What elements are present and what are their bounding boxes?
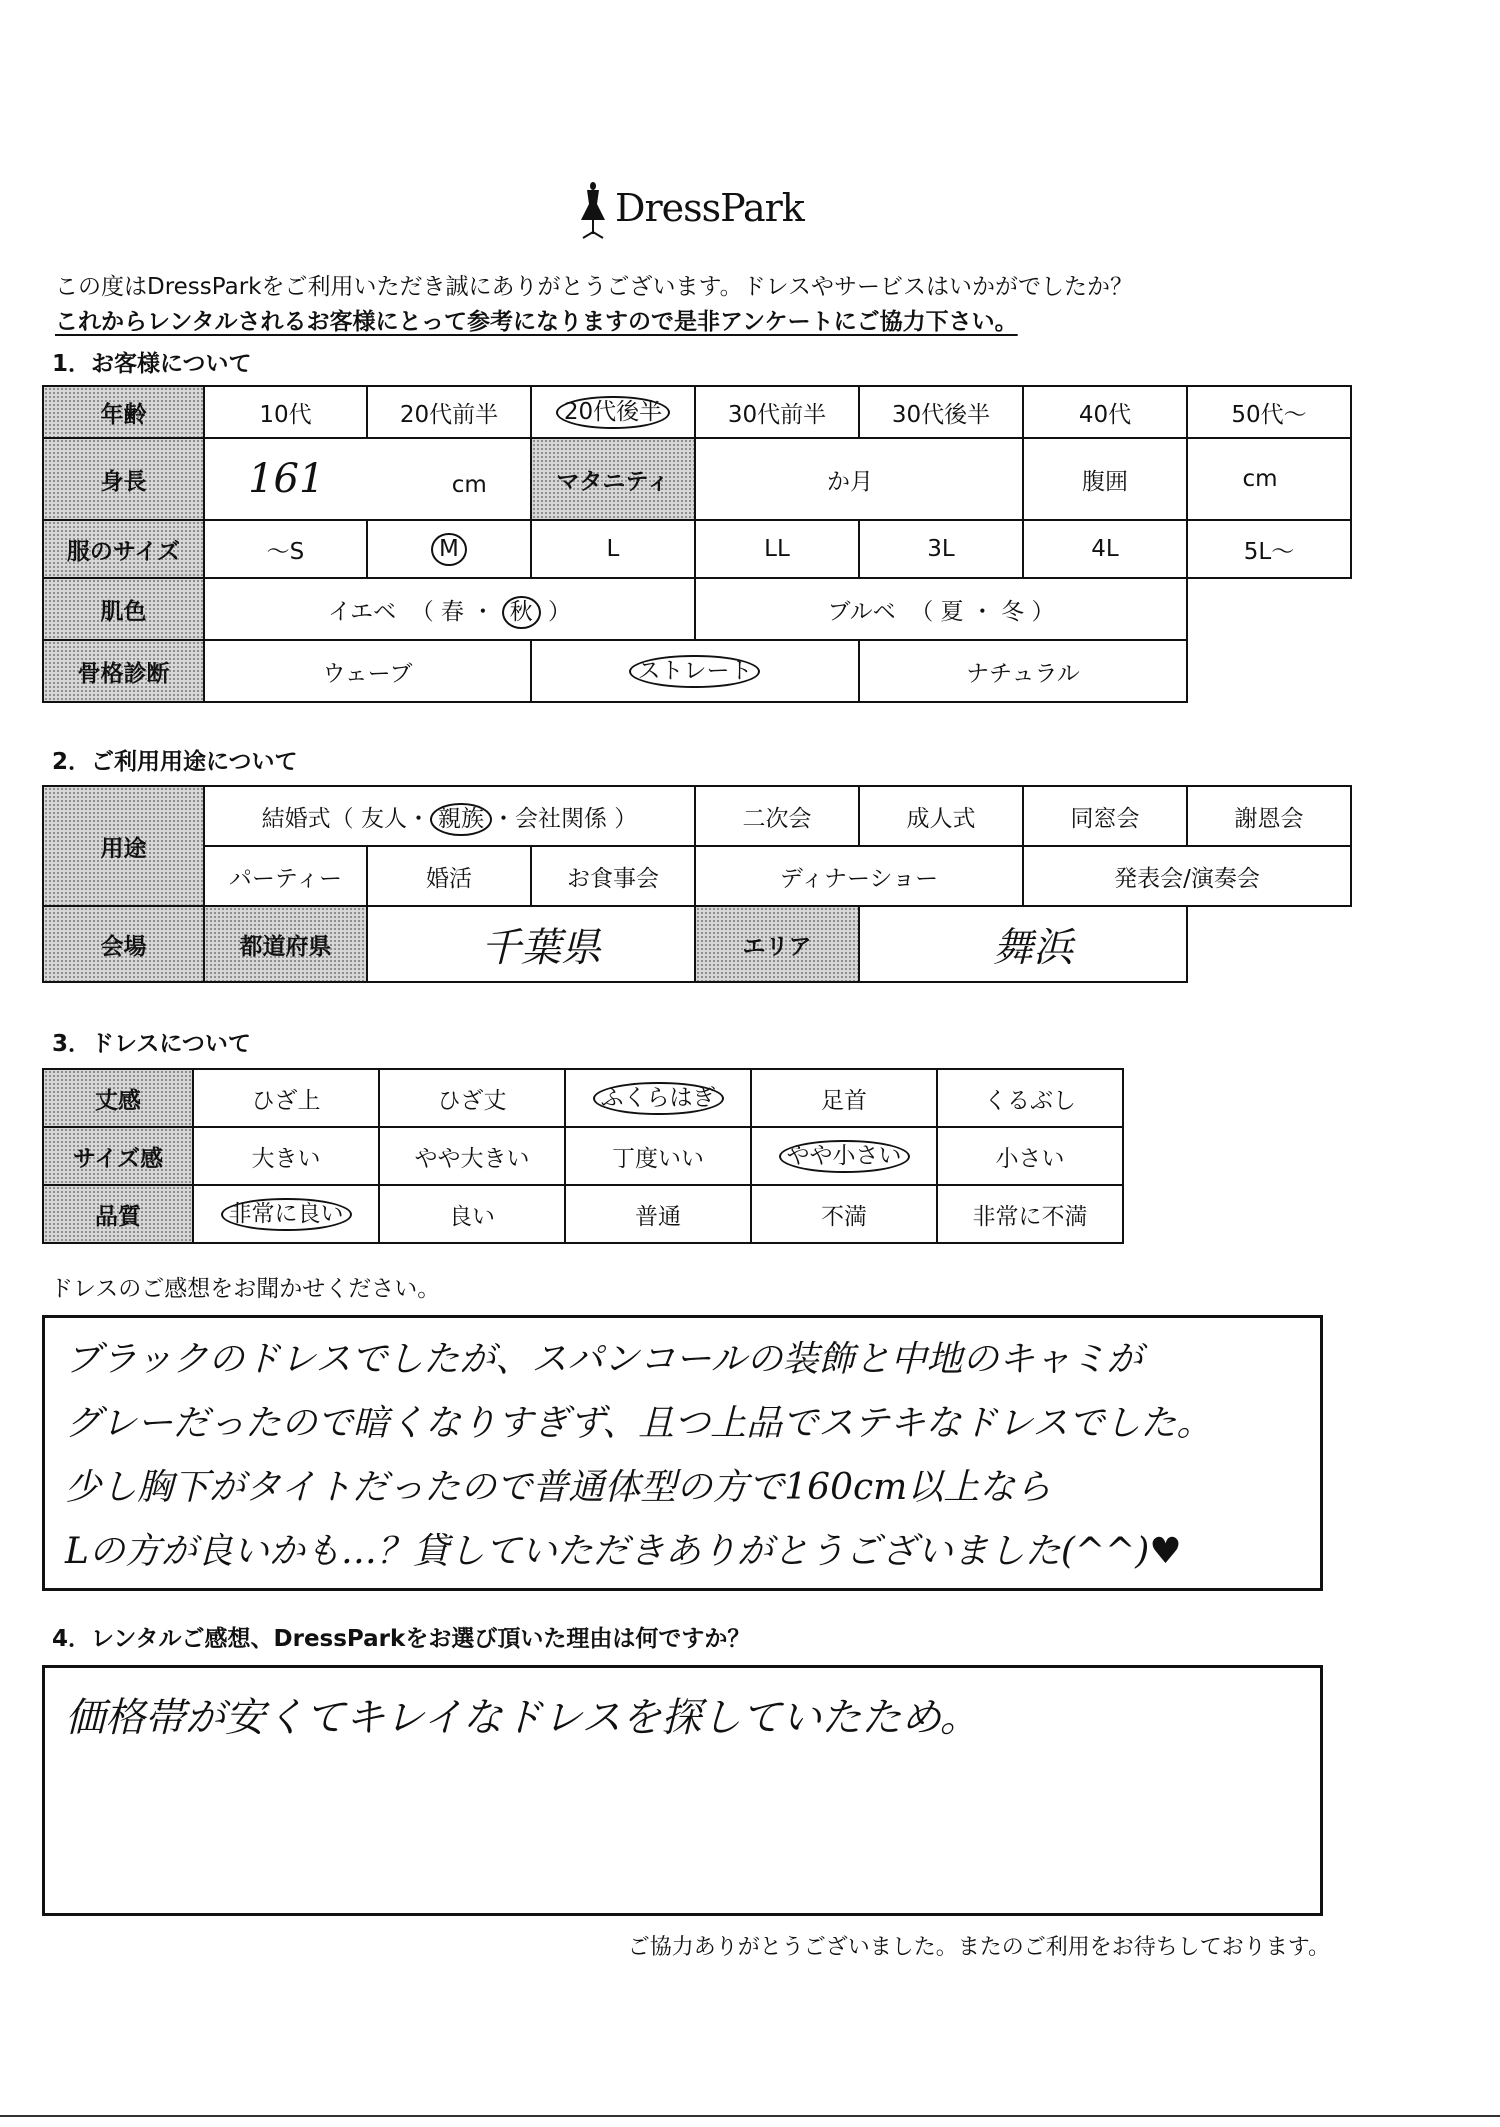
footer-divider bbox=[0, 2115, 1500, 2117]
empty-cell bbox=[1187, 640, 1351, 702]
length-option[interactable]: ひざ丈 bbox=[379, 1069, 565, 1127]
purpose-label: 用途 bbox=[43, 786, 204, 906]
size-option[interactable]: LL bbox=[695, 520, 859, 578]
wedding-relative-option-selected[interactable]: 親族 bbox=[430, 803, 492, 837]
selection-circle: ストレート bbox=[629, 655, 760, 689]
usage-option[interactable]: 謝恩会 bbox=[1187, 786, 1351, 846]
impressions-line: 少し胸下がタイトだったので普通体型の方で160cm以上なら bbox=[65, 1467, 1052, 1508]
wedding-field[interactable]: 結婚式（ 友人・ 親族 ・会社関係 ） bbox=[204, 786, 695, 846]
section-4-title: 4．レンタルご感想、DressParkをお選び頂いた理由は何ですか？ bbox=[52, 1626, 751, 1652]
length-option[interactable]: ひざ上 bbox=[193, 1069, 379, 1127]
section-1-title: 1．お客様について bbox=[52, 351, 252, 377]
body-type-option[interactable]: ナチュラル bbox=[859, 640, 1187, 702]
usage-option[interactable]: 同窓会 bbox=[1023, 786, 1187, 846]
size-option-selected[interactable] bbox=[367, 520, 531, 578]
skin-spring-option[interactable]: 春 bbox=[441, 598, 465, 625]
size-label: 服のサイズ bbox=[43, 520, 204, 578]
height-row bbox=[43, 438, 1351, 520]
quality-option[interactable]: 不満 bbox=[751, 1185, 937, 1243]
height-value: 161 bbox=[248, 456, 325, 502]
selection-circle: やや小さい bbox=[779, 1140, 910, 1174]
usage-row-2 bbox=[43, 846, 1351, 906]
venue-label: 会場 bbox=[43, 906, 204, 982]
height-label: 身長 bbox=[43, 438, 204, 520]
body-type-option-selected[interactable] bbox=[531, 640, 859, 702]
age-row bbox=[43, 386, 1351, 438]
length-label: 丈感 bbox=[43, 1069, 193, 1127]
impressions-box[interactable] bbox=[42, 1315, 1323, 1591]
waist-field[interactable] bbox=[1187, 438, 1351, 520]
usage-option[interactable]: お食事会 bbox=[531, 846, 695, 906]
quality-row bbox=[43, 1185, 1123, 1243]
dress-form-icon bbox=[575, 180, 611, 240]
maternity-label: マタニティ bbox=[531, 438, 695, 520]
waist-label: 腹囲 bbox=[1023, 438, 1187, 520]
usage-option[interactable]: ディナーショー bbox=[695, 846, 1023, 906]
fit-option[interactable]: 丁度いい bbox=[565, 1127, 751, 1185]
fit-option[interactable]: 小さい bbox=[937, 1127, 1123, 1185]
size-option[interactable]: L bbox=[531, 520, 695, 578]
skin-yellow-label: イエベ bbox=[327, 598, 397, 625]
length-option[interactable]: 足首 bbox=[751, 1069, 937, 1127]
selection-circle: 20代後半 bbox=[556, 396, 670, 430]
size-option[interactable]: 3L bbox=[859, 520, 1023, 578]
age-option[interactable]: 40代 bbox=[1023, 386, 1187, 438]
prefecture-value: 千葉県 bbox=[480, 924, 601, 971]
age-option[interactable]: 10代 bbox=[204, 386, 367, 438]
length-option-selected[interactable] bbox=[565, 1069, 751, 1127]
impressions-line: グレーだったので暗くなりすぎず、且つ上品でステキなドレスでした。 bbox=[65, 1403, 1213, 1444]
size-option[interactable]: ～S bbox=[204, 520, 367, 578]
closing-message: ご協力ありがとうございました。またのご利用をお待ちしております。 bbox=[627, 1935, 1330, 1960]
fit-row bbox=[43, 1127, 1123, 1185]
maternity-months-field[interactable] bbox=[695, 438, 1023, 520]
skin-winter-option[interactable]: 冬 bbox=[1001, 598, 1025, 625]
usage-row-1 bbox=[43, 786, 1351, 846]
selection-circle: M bbox=[431, 533, 467, 567]
quality-label: 品質 bbox=[43, 1185, 193, 1243]
fit-option[interactable]: 大きい bbox=[193, 1127, 379, 1185]
venue-row bbox=[43, 906, 1351, 982]
usage-option[interactable]: 婚活 bbox=[367, 846, 531, 906]
skin-yellow-field[interactable]: イエベ （ 春 ・ 秋 ） bbox=[204, 578, 695, 640]
selection-circle: ふくらはぎ bbox=[593, 1082, 724, 1116]
impressions-line: ブラックのドレスでしたが、スパンコールの装飾と中地のキャミが bbox=[65, 1339, 1143, 1380]
age-option[interactable]: 50代～ bbox=[1187, 386, 1351, 438]
usage-table bbox=[42, 785, 1352, 983]
logo-text: DressPark bbox=[615, 186, 804, 230]
empty-cell bbox=[1187, 578, 1351, 640]
quality-option[interactable]: 普通 bbox=[565, 1185, 751, 1243]
age-option[interactable]: 20代前半 bbox=[367, 386, 531, 438]
selection-circle: 非常に良い bbox=[221, 1198, 352, 1232]
skin-row bbox=[43, 578, 1351, 640]
length-option[interactable]: くるぶし bbox=[937, 1069, 1123, 1127]
impressions-line: Lの方が良いかも…？貸していただきありがとうございました(^^)♥ bbox=[65, 1531, 1182, 1572]
area-value: 舞浜 bbox=[992, 924, 1073, 971]
skin-label: 肌色 bbox=[43, 578, 204, 640]
skin-blue-field[interactable]: ブルベ （ 夏 ・ 冬 ） bbox=[695, 578, 1187, 640]
quality-option-selected[interactable] bbox=[193, 1185, 379, 1243]
size-option[interactable]: 4L bbox=[1023, 520, 1187, 578]
height-unit: cm bbox=[451, 472, 487, 498]
fit-option[interactable]: やや大きい bbox=[379, 1127, 565, 1185]
usage-option[interactable]: 発表会/演奏会 bbox=[1023, 846, 1351, 906]
intro-line-2: これからレンタルされるお客様にとって参考になりますので是非アンケートにご協力下さい。 bbox=[55, 309, 1018, 335]
height-field[interactable] bbox=[204, 438, 531, 520]
quality-option[interactable]: 良い bbox=[379, 1185, 565, 1243]
impressions-prompt: ドレスのご感想をお聞かせください。 bbox=[50, 1276, 441, 1302]
age-label: 年齢 bbox=[43, 386, 204, 438]
age-option-selected[interactable] bbox=[531, 386, 695, 438]
area-label: エリア bbox=[695, 906, 859, 982]
skin-summer-option[interactable]: 夏 bbox=[940, 598, 964, 625]
wedding-label: 結婚式 bbox=[261, 805, 331, 832]
length-row bbox=[43, 1069, 1123, 1127]
skin-blue-label: ブルベ bbox=[827, 598, 896, 625]
reason-text: 価格帯が安くてキレイなドレスを探していたため。 bbox=[65, 1695, 980, 1741]
wedding-company-option[interactable]: 会社関係 bbox=[514, 805, 607, 832]
fit-option-selected[interactable] bbox=[751, 1127, 937, 1185]
size-row bbox=[43, 520, 1351, 578]
usage-option[interactable]: 成人式 bbox=[859, 786, 1023, 846]
customer-table bbox=[42, 385, 1352, 703]
prefecture-label: 都道府県 bbox=[204, 906, 367, 982]
skin-autumn-option-selected[interactable]: 秋 bbox=[502, 596, 541, 630]
age-option[interactable]: 30代前半 bbox=[695, 386, 859, 438]
months-unit: か月 bbox=[826, 468, 873, 495]
usage-option[interactable]: 二次会 bbox=[695, 786, 859, 846]
empty-cell bbox=[1187, 906, 1351, 982]
usage-option[interactable]: パーティー bbox=[204, 846, 367, 906]
section-3-title: 3．ドレスについて bbox=[52, 1031, 251, 1057]
size-option[interactable]: 5L～ bbox=[1187, 520, 1351, 578]
area-field[interactable] bbox=[859, 906, 1187, 982]
waist-unit: cm bbox=[1242, 466, 1278, 492]
intro-line-1: この度はDressParkをご利用いただき誠にありがとうございます。ドレスやサービスはいかがでしたか？ bbox=[55, 274, 1133, 300]
dress-table bbox=[42, 1068, 1124, 1244]
fit-label: サイズ感 bbox=[43, 1127, 193, 1185]
section-2-title: 2．ご利用用途について bbox=[52, 749, 298, 775]
body-type-row bbox=[43, 640, 1351, 702]
dresspark-logo bbox=[575, 180, 815, 240]
quality-option[interactable]: 非常に不満 bbox=[937, 1185, 1123, 1243]
body-type-label: 骨格診断 bbox=[43, 640, 204, 702]
age-option[interactable]: 30代後半 bbox=[859, 386, 1023, 438]
body-type-option[interactable]: ウェーブ bbox=[204, 640, 531, 702]
prefecture-field[interactable] bbox=[367, 906, 695, 982]
impressions-text bbox=[45, 1318, 1320, 1594]
wedding-friend-option[interactable]: 友人 bbox=[360, 805, 407, 832]
reason-box[interactable] bbox=[42, 1665, 1323, 1916]
